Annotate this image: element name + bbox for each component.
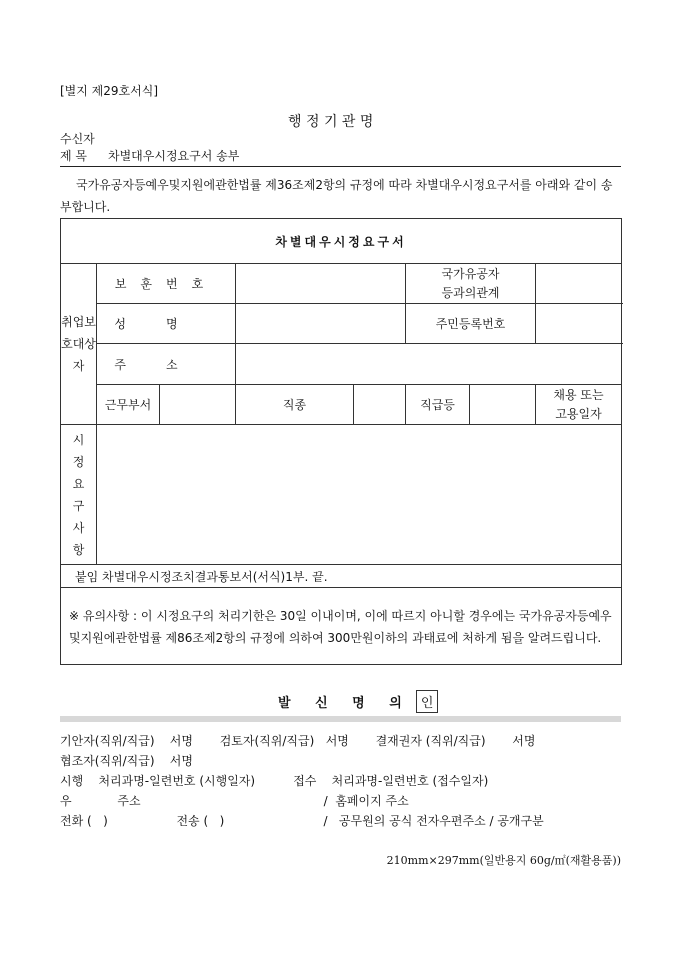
form-title: 차별대우시정요구서 [61, 219, 622, 264]
rank-label: 직급등 [406, 385, 470, 425]
relationship-label-line2: 등과의관계 [441, 285, 500, 300]
name-value[interactable] [236, 304, 406, 344]
hire-date-label-line2: 고용일자 [555, 406, 602, 421]
relationship-label-line1: 국가유공자 [441, 266, 500, 281]
resident-number-value[interactable] [536, 304, 622, 344]
form-number: [별지 제29호서식] [60, 84, 158, 98]
department-label: 근무부서 [97, 385, 160, 425]
subject-label: 제 목 [60, 149, 87, 163]
job-type-value[interactable] [354, 385, 406, 425]
rank-value[interactable] [470, 385, 536, 425]
agency-name: 행 정 기 관 명 [288, 114, 374, 130]
correction-content[interactable] [97, 425, 622, 565]
seal-mark: 인 [416, 690, 439, 713]
target-group-label: 취업보호대상자 [61, 264, 97, 425]
name-label: 성명 [97, 304, 236, 344]
footer-line-enforcement: 시행 처리과명-일련번호 (시행일자) 접수 처리과명-일련번호 (접수일자) [60, 774, 489, 788]
department-value[interactable] [160, 385, 236, 425]
footer-line-cooperator: 협조자(직위/직급) 서명 [60, 754, 193, 768]
paper-spec: 210mm×297mm(일반용지 60g/㎡(재활용품)) [386, 854, 621, 867]
header-divider [60, 166, 621, 167]
hire-date-label-line1: 채용 또는 [553, 387, 604, 402]
address-label: 주소 [97, 344, 236, 385]
veteran-number-label: 보훈번호 [97, 264, 236, 304]
attachment-line: 붙임 차별대우시정조치결과통보서(서식)1부. 끝. [61, 565, 622, 588]
hire-date-label [536, 385, 622, 425]
footer-line-approvers: 기안자(직위/직급) 서명 검토자(직위/직급) 서명 결재권자 (직위/직급) 서명 [60, 734, 536, 748]
footer-line-contact: 전화 ( ) 전송 ( ) / 공무원의 공식 전자우편주소 / 공개구분 [60, 814, 544, 828]
footer-band [60, 716, 621, 722]
resident-number-label: 주민등록번호 [406, 304, 536, 344]
subject-text: 차별대우시정요구서 송부 [108, 149, 240, 163]
address-value[interactable] [236, 344, 622, 385]
veteran-number-value[interactable] [236, 264, 406, 304]
job-type-label: 직종 [236, 385, 354, 425]
intro-text: 국가유공자등예우및지원에관한법률 제36조제2항의 규정에 따라 차별대우시정요구서를 아래와 같이 송부합니다. [60, 178, 613, 214]
relationship-value[interactable] [536, 264, 622, 304]
request-form-table [60, 218, 622, 665]
relationship-label [406, 264, 536, 304]
sender-signature [278, 690, 438, 713]
recipient-label: 수신자 [60, 132, 95, 146]
correction-label: 시정요구사항 [61, 425, 97, 565]
sender-label: 발 신 명 의 [278, 696, 412, 711]
footer-line-address: 우 주소 / 홈페이지 주소 [60, 794, 409, 808]
notice-text: ※ 유의사항 : 이 시정요구의 처리기한은 30일 이내이며, 이에 따르지 아니할 경우에는 국가유공자등예우및지원에관한법률 제86조제2항의 규정에 의하여 300만원이하의 과태료에 처하게 됨을 알려드립니다. [61, 588, 622, 665]
